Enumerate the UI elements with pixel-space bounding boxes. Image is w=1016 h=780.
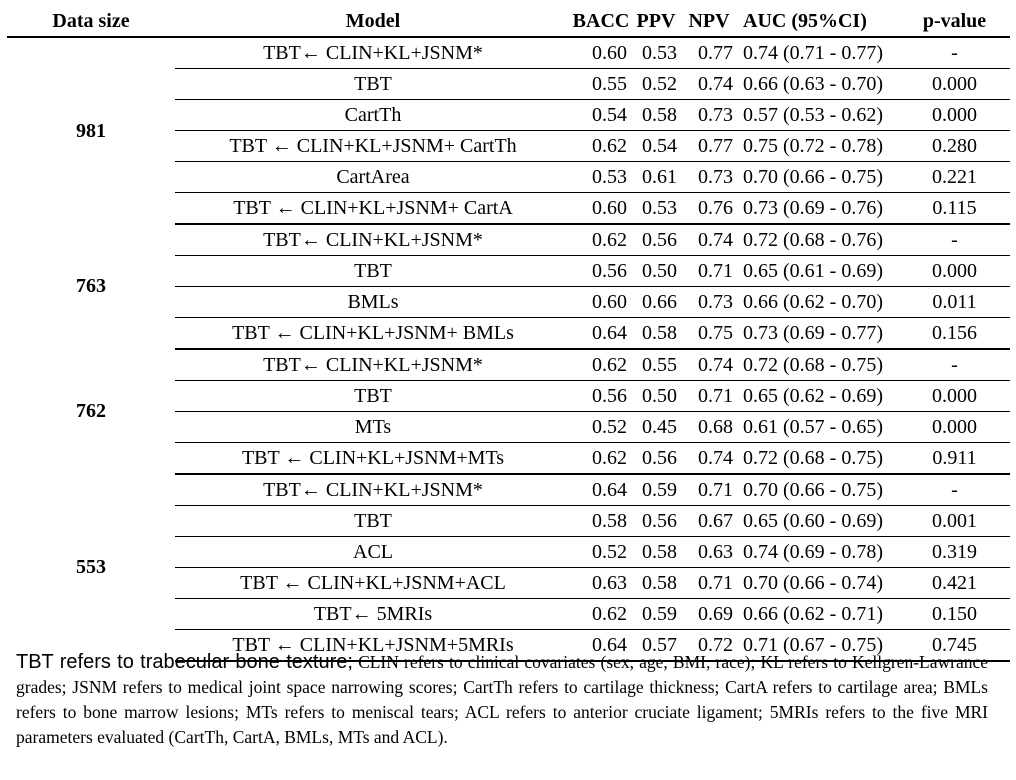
p-value-cell: 0.000 [899, 381, 1010, 412]
auc-cell: 0.65 (0.62 - 0.69) [737, 381, 899, 412]
data-size-cell: 763 [76, 275, 106, 297]
p-value-cell: 0.150 [899, 599, 1010, 630]
model-cell: MTs [175, 412, 571, 443]
p-value-cell: 0.280 [899, 131, 1010, 162]
p-value-cell: 0.421 [899, 568, 1010, 599]
bacc-cell: 0.64 [571, 630, 631, 662]
model-cell: TBT [175, 256, 571, 287]
table-row [7, 474, 1010, 506]
model-cell: TBT [175, 506, 571, 537]
bacc-cell: 0.60 [571, 287, 631, 318]
npv-cell: 0.72 [681, 630, 737, 662]
model-cell: TBT ← CLIN+KL+JSNM+ CartA [175, 193, 571, 225]
header-npv: NPV [681, 6, 737, 37]
model-cell: CartArea [175, 162, 571, 193]
bacc-cell: 0.64 [571, 474, 631, 506]
bacc-cell: 0.53 [571, 162, 631, 193]
npv-cell: 0.71 [681, 568, 737, 599]
npv-cell: 0.74 [681, 349, 737, 381]
ppv-cell: 0.57 [631, 630, 681, 662]
header-data-size: Data size [7, 6, 175, 37]
model-cell: TBT ← CLIN+KL+JSNM+ACL [175, 568, 571, 599]
p-value-cell: 0.911 [899, 443, 1010, 475]
bacc-cell: 0.62 [571, 224, 631, 256]
ppv-cell: 0.56 [631, 224, 681, 256]
auc-cell: 0.66 (0.62 - 0.70) [737, 287, 899, 318]
model-cell: TBT [175, 381, 571, 412]
model-cell: CartTh [175, 100, 571, 131]
model-cell: TBT← CLIN+KL+JSNM* [175, 474, 571, 506]
ppv-cell: 0.58 [631, 568, 681, 599]
ppv-cell: 0.55 [631, 349, 681, 381]
p-value-cell: 0.115 [899, 193, 1010, 225]
npv-cell: 0.73 [681, 100, 737, 131]
auc-cell: 0.65 (0.61 - 0.69) [737, 256, 899, 287]
auc-cell: 0.72 (0.68 - 0.76) [737, 224, 899, 256]
header-p-value: p-value [899, 6, 1010, 37]
npv-cell: 0.77 [681, 131, 737, 162]
npv-cell: 0.68 [681, 412, 737, 443]
p-value-cell: - [899, 224, 1010, 256]
ppv-cell: 0.50 [631, 381, 681, 412]
bacc-cell: 0.56 [571, 381, 631, 412]
table-row [7, 37, 1010, 69]
auc-cell: 0.66 (0.62 - 0.71) [737, 599, 899, 630]
bacc-cell: 0.64 [571, 318, 631, 350]
bacc-cell: 0.62 [571, 443, 631, 475]
bacc-cell: 0.62 [571, 599, 631, 630]
ppv-cell: 0.54 [631, 131, 681, 162]
p-value-cell: 0.011 [899, 287, 1010, 318]
p-value-cell: 0.000 [899, 100, 1010, 131]
p-value-cell: 0.001 [899, 506, 1010, 537]
ppv-cell: 0.58 [631, 537, 681, 568]
ppv-cell: 0.59 [631, 599, 681, 630]
p-value-cell: 0.000 [899, 256, 1010, 287]
caption-lead: TBT refers to trabecular bone texture; [16, 651, 353, 673]
table-row [7, 224, 1010, 256]
table-caption [16, 650, 988, 750]
auc-cell: 0.70 (0.66 - 0.74) [737, 568, 899, 599]
model-cell: TBT← CLIN+KL+JSNM* [175, 349, 571, 381]
ppv-cell: 0.61 [631, 162, 681, 193]
npv-cell: 0.75 [681, 318, 737, 350]
auc-cell: 0.61 (0.57 - 0.65) [737, 412, 899, 443]
auc-cell: 0.73 (0.69 - 0.76) [737, 193, 899, 225]
p-value-cell: 0.745 [899, 630, 1010, 662]
table-row [7, 349, 1010, 381]
npv-cell: 0.74 [681, 443, 737, 475]
npv-cell: 0.73 [681, 162, 737, 193]
auc-cell: 0.71 (0.67 - 0.75) [737, 630, 899, 662]
auc-cell: 0.74 (0.71 - 0.77) [737, 37, 899, 69]
npv-cell: 0.63 [681, 537, 737, 568]
npv-cell: 0.71 [681, 256, 737, 287]
p-value-cell: - [899, 37, 1010, 69]
header-row [7, 6, 1010, 37]
model-cell: TBT← 5MRIs [175, 599, 571, 630]
npv-cell: 0.74 [681, 224, 737, 256]
p-value-cell: 0.156 [899, 318, 1010, 350]
bacc-cell: 0.55 [571, 69, 631, 100]
ppv-cell: 0.56 [631, 506, 681, 537]
bacc-cell: 0.60 [571, 193, 631, 225]
header-ppv: PPV [631, 6, 681, 37]
header-bacc: BACC [571, 6, 631, 37]
npv-cell: 0.67 [681, 506, 737, 537]
bacc-cell: 0.54 [571, 100, 631, 131]
model-cell: TBT [175, 69, 571, 100]
npv-cell: 0.77 [681, 37, 737, 69]
npv-cell: 0.76 [681, 193, 737, 225]
npv-cell: 0.69 [681, 599, 737, 630]
bacc-cell: 0.52 [571, 537, 631, 568]
ppv-cell: 0.58 [631, 100, 681, 131]
model-cell: TBT ← CLIN+KL+JSNM+ CartTh [175, 131, 571, 162]
model-cell: TBT ← CLIN+KL+JSNM+ BMLs [175, 318, 571, 350]
npv-cell: 0.74 [681, 69, 737, 100]
bacc-cell: 0.58 [571, 506, 631, 537]
caption-text: CLIN refers to clinical covariates (sex, age, BMI, race); KL refers to Kellgren-Lawrance grades; JSNM refers to medical joint space narrowing scores; CartTh refers to cartilage thickness; CartA refers to cartilage area; BMLs refers to bone marrow lesions; MTs refers to meniscal tears; ACL refers to anterior cruciate ligament; 5MRIs refers to the five MRI parameters evaluated (CartTh, CartA, BMLs, MTs and ACL). [16, 652, 988, 747]
bacc-cell: 0.63 [571, 568, 631, 599]
model-cell: TBT← CLIN+KL+JSNM* [175, 224, 571, 256]
p-value-cell: 0.000 [899, 69, 1010, 100]
ppv-cell: 0.59 [631, 474, 681, 506]
bacc-cell: 0.60 [571, 37, 631, 69]
auc-cell: 0.65 (0.60 - 0.69) [737, 506, 899, 537]
auc-cell: 0.74 (0.69 - 0.78) [737, 537, 899, 568]
p-value-cell: - [899, 474, 1010, 506]
data-size-cell: 762 [76, 400, 106, 422]
bacc-cell: 0.62 [571, 349, 631, 381]
auc-cell: 0.70 (0.66 - 0.75) [737, 474, 899, 506]
p-value-cell: 0.221 [899, 162, 1010, 193]
header-auc: AUC (95%CI) [737, 6, 899, 37]
auc-cell: 0.73 (0.69 - 0.77) [737, 318, 899, 350]
ppv-cell: 0.58 [631, 318, 681, 350]
npv-cell: 0.71 [681, 381, 737, 412]
p-value-cell: 0.000 [899, 412, 1010, 443]
ppv-cell: 0.56 [631, 443, 681, 475]
bacc-cell: 0.56 [571, 256, 631, 287]
model-cell: TBT← CLIN+KL+JSNM* [175, 37, 571, 69]
table-body [7, 37, 1010, 661]
data-size-cell: 981 [76, 119, 106, 142]
data-size-cell: 553 [76, 556, 106, 578]
bacc-cell: 0.62 [571, 131, 631, 162]
npv-cell: 0.71 [681, 474, 737, 506]
ppv-cell: 0.52 [631, 69, 681, 100]
ppv-cell: 0.53 [631, 193, 681, 225]
auc-cell: 0.72 (0.68 - 0.75) [737, 443, 899, 475]
auc-cell: 0.70 (0.66 - 0.75) [737, 162, 899, 193]
model-cell: ACL [175, 537, 571, 568]
ppv-cell: 0.66 [631, 287, 681, 318]
results-table [7, 6, 1010, 662]
header-model: Model [175, 6, 571, 37]
auc-cell: 0.66 (0.63 - 0.70) [737, 69, 899, 100]
npv-cell: 0.73 [681, 287, 737, 318]
model-cell: TBT ← CLIN+KL+JSNM+5MRIs [175, 630, 571, 662]
ppv-cell: 0.53 [631, 37, 681, 69]
bacc-cell: 0.52 [571, 412, 631, 443]
model-cell: BMLs [175, 287, 571, 318]
p-value-cell: 0.319 [899, 537, 1010, 568]
auc-cell: 0.57 (0.53 - 0.62) [737, 100, 899, 131]
auc-cell: 0.72 (0.68 - 0.75) [737, 349, 899, 381]
auc-cell: 0.75 (0.72 - 0.78) [737, 131, 899, 162]
ppv-cell: 0.50 [631, 256, 681, 287]
ppv-cell: 0.45 [631, 412, 681, 443]
model-cell: TBT ← CLIN+KL+JSNM+MTs [175, 443, 571, 475]
p-value-cell: - [899, 349, 1010, 381]
